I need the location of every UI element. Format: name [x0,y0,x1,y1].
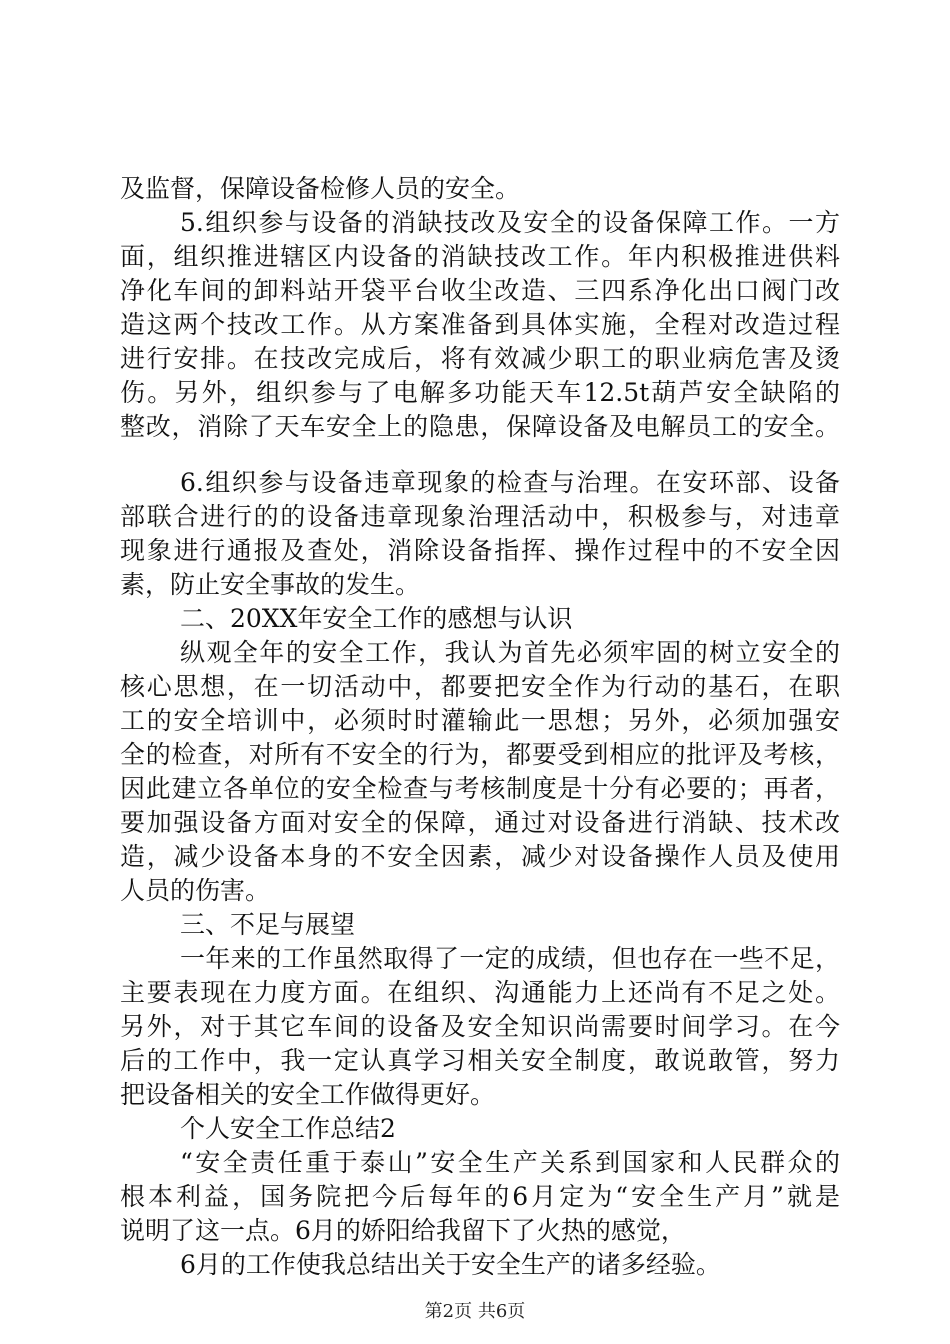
text-line: 另外，对于其它车间的设备及安全知识尚需要时间学习。在今 [120,1012,840,1041]
text-line: 部联合进行的的设备违章现象治理活动中，积极参与，对违章 [120,502,840,531]
text-line: 造，减少设备本身的不安全因素，减少对设备操作人员及使用 [120,842,840,871]
text-line: 工的安全培训中，必须时时灌输此一思想；另外，必须加强安 [120,706,840,735]
text-line: 纵观全年的安全工作，我认为首先必须牢固的树立安全的 [180,638,840,667]
text-line: 全的检查，对所有不安全的行为，都要受到相应的批评及考核， [120,740,840,769]
text-line: 一年来的工作虽然取得了一定的成绩，但也存在一些不足， [180,944,840,973]
text-line: 要加强设备方面对安全的保障，通过对设备进行消缺、技术改 [120,808,840,837]
text-line: 说明了这一点。6月的娇阳给我留下了火热的感觉， [120,1216,686,1245]
text-line: 造这两个技改工作。从方案准备到具体实施，全程对改造过程 [120,310,840,339]
text-line: 人员的伤害。 [120,876,271,905]
text-line: 伤。另外，组织参与了电解多功能天车12.5t葫芦安全缺陷的 [120,378,840,407]
section-heading: 二、20XX年安全工作的感想与认识 [180,604,573,633]
text-line: 及监督，保障设备检修人员的安全。 [120,174,521,203]
text-line: 面，组织推进辖区内设备的消缺技改工作。年内积极推进供料 [120,242,840,271]
text-line: 主要表现在力度方面。在组织、沟通能力上还尚有不足之处。 [120,978,840,1007]
text-line: 5.组织参与设备的消缺技改及安全的设备保障工作。一方 [180,208,840,237]
text-line: 根本利益，国务院把今后每年的6月定为“安全生产月”就是 [120,1182,840,1211]
section-heading: 三、不足与展望 [180,910,356,939]
page-number-footer: 第2页 共6页 [424,1301,526,1322]
text-line: 素，防止安全事故的发生。 [120,570,421,599]
text-line: “安全责任重于泰山”安全生产关系到国家和人民群众的 [180,1148,840,1177]
text-line: 核心思想，在一切活动中，都要把安全作为行动的基石，在职 [120,672,840,701]
text-line: 现象进行通报及查处，消除设备指挥、操作过程中的不安全因 [120,536,840,565]
text-line: 整改，消除了天车安全上的隐患，保障设备及电解员工的安全。 [120,412,840,441]
text-line: 后的工作中，我一定认真学习相关安全制度，敢说敢管，努力 [120,1046,840,1075]
text-line: 因此建立各单位的安全检查与考核制度是十分有必要的；再者， [120,774,840,803]
text-line: 把设备相关的安全工作做得更好。 [120,1080,496,1109]
text-line: 6.组织参与设备违章现象的检查与治理。在安环部、设备 [180,468,840,497]
text-line: 净化车间的卸料站开袋平台收尘改造、三四系净化出口阀门改 [120,276,840,305]
text-line: 进行安排。在技改完成后，将有效减少职工的职业病危害及烫 [120,344,840,373]
section-heading: 个人安全工作总结2 [180,1114,396,1143]
text-line: 6月的工作使我总结出关于安全生产的诸多经验。 [180,1250,721,1279]
